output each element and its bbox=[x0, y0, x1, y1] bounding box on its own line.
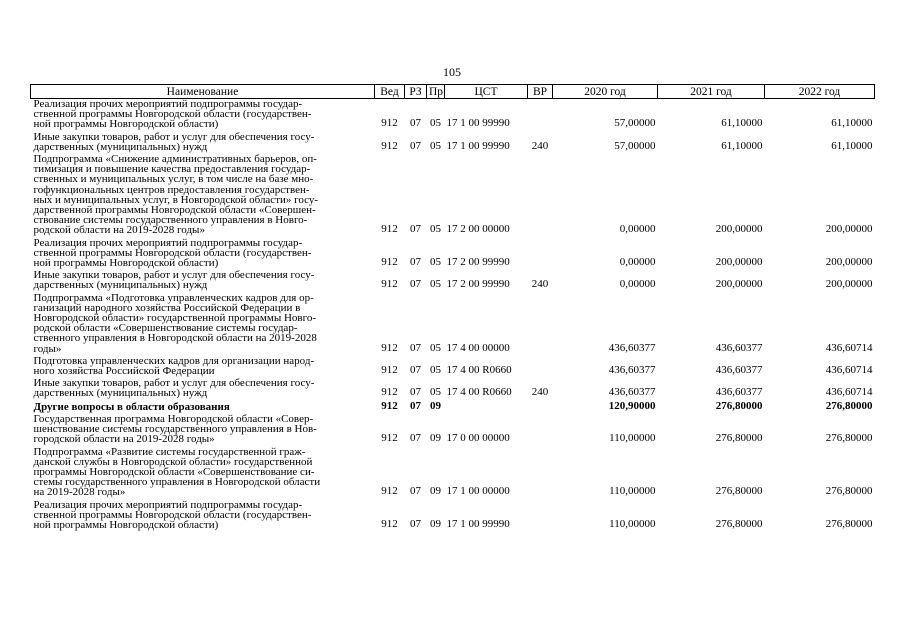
cell-2022: 200,00000 bbox=[825, 278, 873, 291]
name-line: гофункциональных центров предоставления государствен- bbox=[33, 183, 310, 196]
name-line: шенствование системы государственного управления в Нов- bbox=[33, 423, 317, 436]
cell-cst: 17 0 00 00000 bbox=[446, 432, 510, 445]
cell-cst: 17 1 00 99990 bbox=[446, 517, 510, 530]
cell-2021: 61,10000 bbox=[721, 117, 763, 130]
header-ved: Вед bbox=[375, 85, 405, 99]
name-line: дарственных (муниципальных) нужд bbox=[33, 387, 208, 400]
cell-vr bbox=[528, 293, 553, 356]
cell-2021: 276,80000 bbox=[715, 485, 763, 498]
cell-pr: 05 bbox=[430, 364, 441, 377]
cell-pr: 09 bbox=[430, 517, 441, 530]
name-line: дарственной программы Новгородской области «Совершен- bbox=[33, 204, 316, 217]
cell-pr: 09 bbox=[430, 485, 441, 498]
header-name: Наименование bbox=[31, 85, 375, 99]
cell-name bbox=[31, 154, 375, 238]
cell-2021: 436,60377 bbox=[715, 386, 763, 399]
cell-cst: 17 4 00 00000 bbox=[446, 341, 510, 354]
name-line: данской службы в Новгородской области» государственной bbox=[33, 455, 313, 468]
cell-vr bbox=[528, 447, 553, 500]
cell-2020: 436,60377 bbox=[608, 341, 656, 354]
name-line: Новгородской области» государственной программы Новго- bbox=[33, 312, 317, 325]
cell-2022: 61,10000 bbox=[831, 139, 873, 152]
table-row bbox=[31, 414, 875, 447]
cell-pr: 05 bbox=[430, 139, 441, 152]
cell-2020: 57,00000 bbox=[614, 117, 656, 130]
cell-rz: 07 bbox=[410, 386, 421, 399]
cell-2020: 57,00000 bbox=[614, 139, 656, 152]
cell-2020: 110,00000 bbox=[609, 432, 656, 445]
cell-vr bbox=[528, 99, 553, 132]
cell-rz: 07 bbox=[410, 256, 421, 269]
header-pr: Пр bbox=[427, 85, 445, 99]
cell-ved: 912 bbox=[381, 117, 398, 130]
header-cst: ЦСТ bbox=[445, 85, 528, 99]
cell-pr: 09 bbox=[430, 432, 441, 445]
cell-name bbox=[31, 270, 375, 292]
cell-ved: 912 bbox=[381, 341, 398, 354]
cell-ved: 912 bbox=[381, 256, 398, 269]
cell-2020: 120,90000 bbox=[608, 399, 656, 412]
cell-2022: 436,60714 bbox=[825, 341, 873, 354]
name-line: Реализация прочих мероприятий подпрограммы государ- bbox=[33, 498, 303, 511]
cell-ved: 912 bbox=[381, 485, 398, 498]
cell-2020: 0,00000 bbox=[619, 256, 656, 269]
cell-2021: 276,80000 bbox=[715, 517, 763, 530]
cell-rz: 07 bbox=[410, 432, 421, 445]
cell-2020: 110,00000 bbox=[609, 485, 656, 498]
cell-vr bbox=[528, 238, 553, 271]
cell-2020: 436,60377 bbox=[608, 364, 656, 377]
cell-2021: 276,80000 bbox=[715, 399, 763, 412]
name-line: ной программы Новгородской области) bbox=[33, 518, 219, 531]
table-row bbox=[31, 154, 875, 238]
name-line: ной программы Новгородской области) bbox=[33, 118, 219, 131]
name-line: ствование системы государственного управления в Новго- bbox=[33, 214, 308, 227]
name-line: Иные закупки товаров, работ и услуг для обеспечения госу- bbox=[33, 269, 315, 282]
cell-cst: 17 2 00 99990 bbox=[446, 256, 510, 269]
name-line: ственных и муниципальных услуг, в том числе на базе мно- bbox=[33, 173, 314, 186]
cell-vr bbox=[528, 356, 553, 378]
table-row bbox=[31, 238, 875, 271]
cell-name bbox=[31, 238, 375, 271]
cell-cst: 17 2 00 99990 bbox=[446, 278, 510, 291]
cell-pr: 05 bbox=[430, 278, 441, 291]
cell-rz: 07 bbox=[410, 399, 421, 412]
table-row bbox=[31, 356, 875, 378]
cell-2021: 61,10000 bbox=[721, 139, 763, 152]
cell-2020: 436,60377 bbox=[608, 386, 656, 399]
cell-2022: 276,80000 bbox=[825, 485, 873, 498]
cell-vr: 240 bbox=[531, 139, 549, 152]
name-line: программы Новгородской области «Совершенствование си- bbox=[33, 465, 315, 478]
cell-ved: 912 bbox=[381, 278, 398, 291]
name-line: ганизаций народного хозяйства Российской Федерации в bbox=[33, 301, 301, 314]
header-2021: 2021 год bbox=[658, 85, 765, 99]
cell-2021: 200,00000 bbox=[715, 278, 763, 291]
name-line: ственной программы Новгородской области (государствен- bbox=[33, 246, 312, 259]
cell-vr: 240 bbox=[531, 386, 549, 399]
name-line: Реализация прочих мероприятий подпрограммы государ- bbox=[33, 98, 303, 110]
name-line: ственной программы Новгородской области (государствен- bbox=[33, 108, 312, 121]
cell-rz: 07 bbox=[410, 364, 421, 377]
cell-2021: 200,00000 bbox=[715, 256, 763, 269]
name-line: ной программы Новгородской области) bbox=[33, 257, 219, 270]
cell-2021: 436,60377 bbox=[715, 364, 763, 377]
name-line: Иные закупки товаров, работ и услуг для обеспечения госу- bbox=[33, 130, 315, 143]
table-row bbox=[31, 99, 875, 132]
cell-cst: 17 4 00 R0660 bbox=[446, 364, 512, 377]
cell-2020: 0,00000 bbox=[619, 223, 656, 236]
cell-vr bbox=[528, 154, 553, 238]
header-rz: РЗ bbox=[405, 85, 427, 99]
name-line: дарственных (муниципальных) нужд bbox=[33, 279, 208, 292]
cell-rz: 07 bbox=[410, 341, 421, 354]
name-line: ного хозяйства Российской Федерации bbox=[33, 365, 215, 378]
cell-name bbox=[31, 500, 375, 533]
cell-pr: 05 bbox=[430, 386, 441, 399]
name-line: Реализация прочих мероприятий подпрограммы государ- bbox=[33, 236, 303, 249]
name-line: Другие вопросы в области образования bbox=[33, 400, 230, 413]
cell-name bbox=[31, 414, 375, 447]
table-row bbox=[31, 132, 875, 154]
name-line: Государственная программа Новгородской области «Совер- bbox=[33, 412, 314, 425]
cell-vr bbox=[528, 414, 553, 447]
cell-vr: 240 bbox=[531, 278, 549, 291]
cell-2022: 200,00000 bbox=[825, 256, 873, 269]
cell-cst: 17 1 00 00000 bbox=[446, 485, 510, 498]
name-line: тимизация и повышение качества предоставления государ- bbox=[33, 163, 311, 176]
cell-name bbox=[31, 401, 375, 414]
cell-ved: 912 bbox=[381, 399, 398, 412]
cell-rz: 07 bbox=[410, 485, 421, 498]
cell-name bbox=[31, 132, 375, 154]
name-line: родской области «Совершенствование системы государ- bbox=[33, 322, 298, 335]
name-line: родской области на 2019-2028 годы» bbox=[33, 224, 205, 237]
cell-pr: 05 bbox=[430, 256, 441, 269]
cell-vr bbox=[528, 401, 553, 414]
cell-pr: 05 bbox=[430, 341, 441, 354]
cell-ved: 912 bbox=[381, 517, 398, 530]
cell-rz: 07 bbox=[410, 278, 421, 291]
name-line: Подпрограмма «Снижение административных барьеров, оп- bbox=[33, 153, 317, 166]
cell-2022: 276,80000 bbox=[825, 517, 873, 530]
name-line: ственного управления в Новгородской области на 2019-2028 bbox=[33, 332, 317, 345]
cell-name bbox=[31, 356, 375, 378]
cell-pr: 09 bbox=[430, 399, 441, 412]
cell-2022: 276,80000 bbox=[825, 432, 873, 445]
table-row bbox=[31, 378, 875, 400]
name-line: Подготовка управленческих кадров для организации народ- bbox=[33, 354, 315, 367]
cell-name bbox=[31, 99, 375, 132]
cell-2021: 200,00000 bbox=[715, 223, 763, 236]
cell-2022: 436,60714 bbox=[825, 364, 873, 377]
cell-cst: 17 4 00 R0660 bbox=[446, 386, 512, 399]
name-line: годы» bbox=[33, 342, 62, 355]
cell-2020: 110,00000 bbox=[609, 517, 656, 530]
table-body bbox=[31, 99, 875, 533]
cell-cst bbox=[445, 401, 528, 414]
cell-2022: 276,80000 bbox=[825, 399, 873, 412]
cell-name bbox=[31, 447, 375, 500]
name-line: на 2019-2028 годы» bbox=[33, 486, 126, 499]
cell-pr: 05 bbox=[430, 223, 441, 236]
cell-ved: 912 bbox=[381, 386, 398, 399]
cell-cst: 17 2 00 00000 bbox=[446, 223, 510, 236]
cell-2022: 61,10000 bbox=[831, 117, 873, 130]
table-row bbox=[31, 270, 875, 292]
table-row bbox=[31, 293, 875, 356]
cell-cst: 17 1 00 99990 bbox=[446, 117, 510, 130]
cell-2022: 200,00000 bbox=[825, 223, 873, 236]
name-line: дарственных (муниципальных) нужд bbox=[33, 140, 208, 153]
header-vr: ВР bbox=[528, 85, 553, 99]
cell-name bbox=[31, 293, 375, 356]
cell-ved: 912 bbox=[381, 364, 398, 377]
cell-2021: 276,80000 bbox=[715, 432, 763, 445]
cell-vr bbox=[528, 500, 553, 533]
name-line: стемы государственного управления в Новгородской области bbox=[33, 476, 321, 489]
cell-2020: 0,00000 bbox=[619, 278, 656, 291]
cell-rz: 07 bbox=[410, 223, 421, 236]
header-2020: 2020 год bbox=[553, 85, 658, 99]
page-number: 105 bbox=[443, 65, 461, 79]
budget-table bbox=[30, 84, 875, 532]
table-row bbox=[31, 500, 875, 533]
cell-rz: 07 bbox=[410, 117, 421, 130]
cell-ved: 912 bbox=[381, 223, 398, 236]
name-line: ных и муниципальных услуг, в Новгородской области» госу- bbox=[33, 193, 319, 206]
name-line: Подпрограмма «Подготовка управленческих кадров для ор- bbox=[33, 291, 314, 304]
table-header-row bbox=[31, 85, 875, 99]
name-line: городской области на 2019-2028 годы» bbox=[33, 433, 215, 446]
cell-rz: 07 bbox=[410, 139, 421, 152]
cell-ved: 912 bbox=[381, 139, 398, 152]
name-line: Подпрограмма «Развитие системы государственной граж- bbox=[33, 445, 306, 458]
cell-cst: 17 1 00 99990 bbox=[446, 139, 510, 152]
cell-ved: 912 bbox=[381, 432, 398, 445]
name-line: Иные закупки товаров, работ и услуг для обеспечения госу- bbox=[33, 377, 315, 390]
header-2022: 2022 год bbox=[765, 85, 875, 99]
cell-2021: 436,60377 bbox=[715, 341, 763, 354]
table-row bbox=[31, 447, 875, 500]
cell-2022: 436,60714 bbox=[825, 386, 873, 399]
table-row bbox=[31, 401, 875, 414]
cell-pr: 05 bbox=[430, 117, 441, 130]
cell-rz: 07 bbox=[410, 517, 421, 530]
name-line: ственной программы Новгородской области (государствен- bbox=[33, 508, 312, 521]
cell-name bbox=[31, 378, 375, 400]
